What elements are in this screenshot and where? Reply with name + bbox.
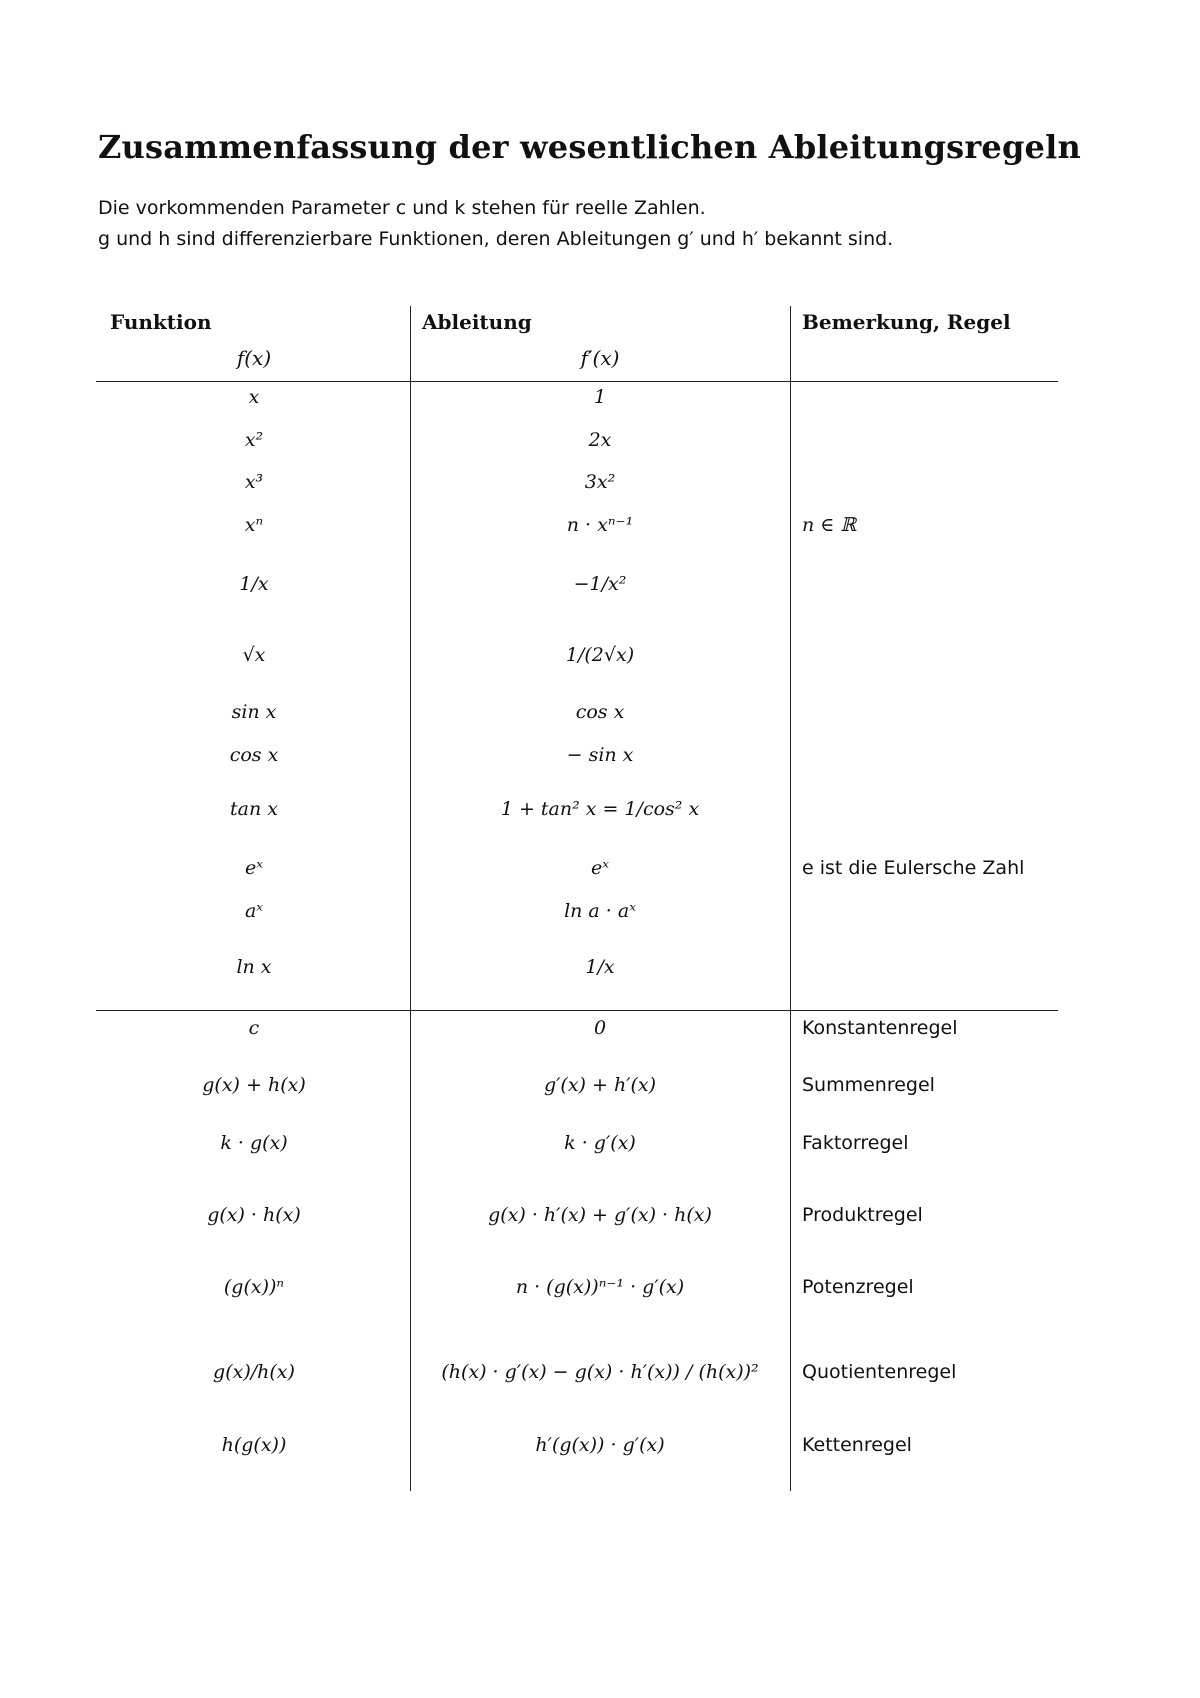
subheader-function: f(x) [236,346,272,370]
derivative-cell: 1 [593,386,607,408]
header-funktion: Funktion [110,310,212,334]
function-cell: eˣ [245,857,263,879]
header-bemerkung: Bemerkung, Regel [802,310,1011,334]
derivative-cell: 1/x [585,956,615,978]
function-cell: k · g(x) [220,1132,288,1154]
derivative-cell: 2x [588,429,612,451]
remark-cell: Konstantenregel [802,1017,958,1039]
function-cell: c [248,1017,260,1039]
derivative-cell: ln a · aˣ [564,900,636,922]
subheader-derivative: f′(x) [580,346,620,370]
derivative-cell: k · g′(x) [564,1132,636,1154]
function-cell: aˣ [244,900,264,922]
derivative-cell: h′(g(x)) · g′(x) [535,1434,665,1456]
column-divider-2 [790,306,791,1491]
function-cell: sin x [231,701,277,723]
remark-cell: Summenregel [802,1074,935,1096]
function-cell: ln x [236,956,272,978]
derivative-cell: n · xⁿ⁻¹ [566,514,634,536]
function-cell: x³ [244,471,264,493]
function-cell: 1/x [239,573,269,595]
remark-cell: Kettenregel [802,1434,912,1456]
function-cell: x [248,386,260,408]
function-cell: h(g(x)) [221,1434,287,1456]
function-cell: √x [242,644,266,666]
function-cell: tan x [230,798,278,820]
derivative-cell: 3x² [584,471,616,493]
derivative-cell: eˣ [591,857,609,879]
remark-cell: Quotientenregel [802,1361,957,1383]
remark-cell: Potenzregel [802,1276,914,1298]
derivative-cell: −1/x² [573,573,627,595]
function-cell: g(x) + h(x) [202,1074,306,1096]
remark-cell: n ∈ ℝ [802,514,857,536]
function-cell: (g(x))ⁿ [223,1276,285,1298]
remark-cell: Produktregel [802,1204,923,1226]
intro-line-2: g und h sind differenzierbare Funktionen, deren Ableitungen g′ und h′ bekannt sind. [98,228,894,250]
function-cell: xⁿ [244,514,264,536]
derivative-cell: cos x [575,701,625,723]
function-cell: g(x) · h(x) [207,1204,301,1226]
remark-cell: Faktorregel [802,1132,909,1154]
derivative-cell: (h(x) · g′(x) − g(x) · h′(x)) / (h(x))² [441,1361,759,1383]
remark-cell: e ist die Eulersche Zahl [802,857,1025,879]
derivative-cell: − sin x [566,744,634,766]
header-ableitung: Ableitung [422,310,532,334]
section-rule [96,1010,1058,1011]
function-cell: cos x [229,744,279,766]
derivative-cell: n · (g(x))ⁿ⁻¹ · g′(x) [515,1276,685,1298]
function-cell: x² [244,429,264,451]
derivative-cell: 0 [593,1017,607,1039]
page-title: Zusammenfassung der wesentlichen Ableitungsregeln [98,128,1081,166]
function-cell: g(x)/h(x) [213,1361,295,1383]
intro-line-1: Die vorkommenden Parameter c und k stehen für reelle Zahlen. [98,197,706,219]
derivative-cell: g(x) · h′(x) + g′(x) · h(x) [488,1204,712,1226]
derivative-cell: 1/(2√x) [565,644,635,666]
derivative-cell: 1 + tan² x = 1/cos² x [500,798,700,820]
derivative-cell: g′(x) + h′(x) [543,1074,657,1096]
